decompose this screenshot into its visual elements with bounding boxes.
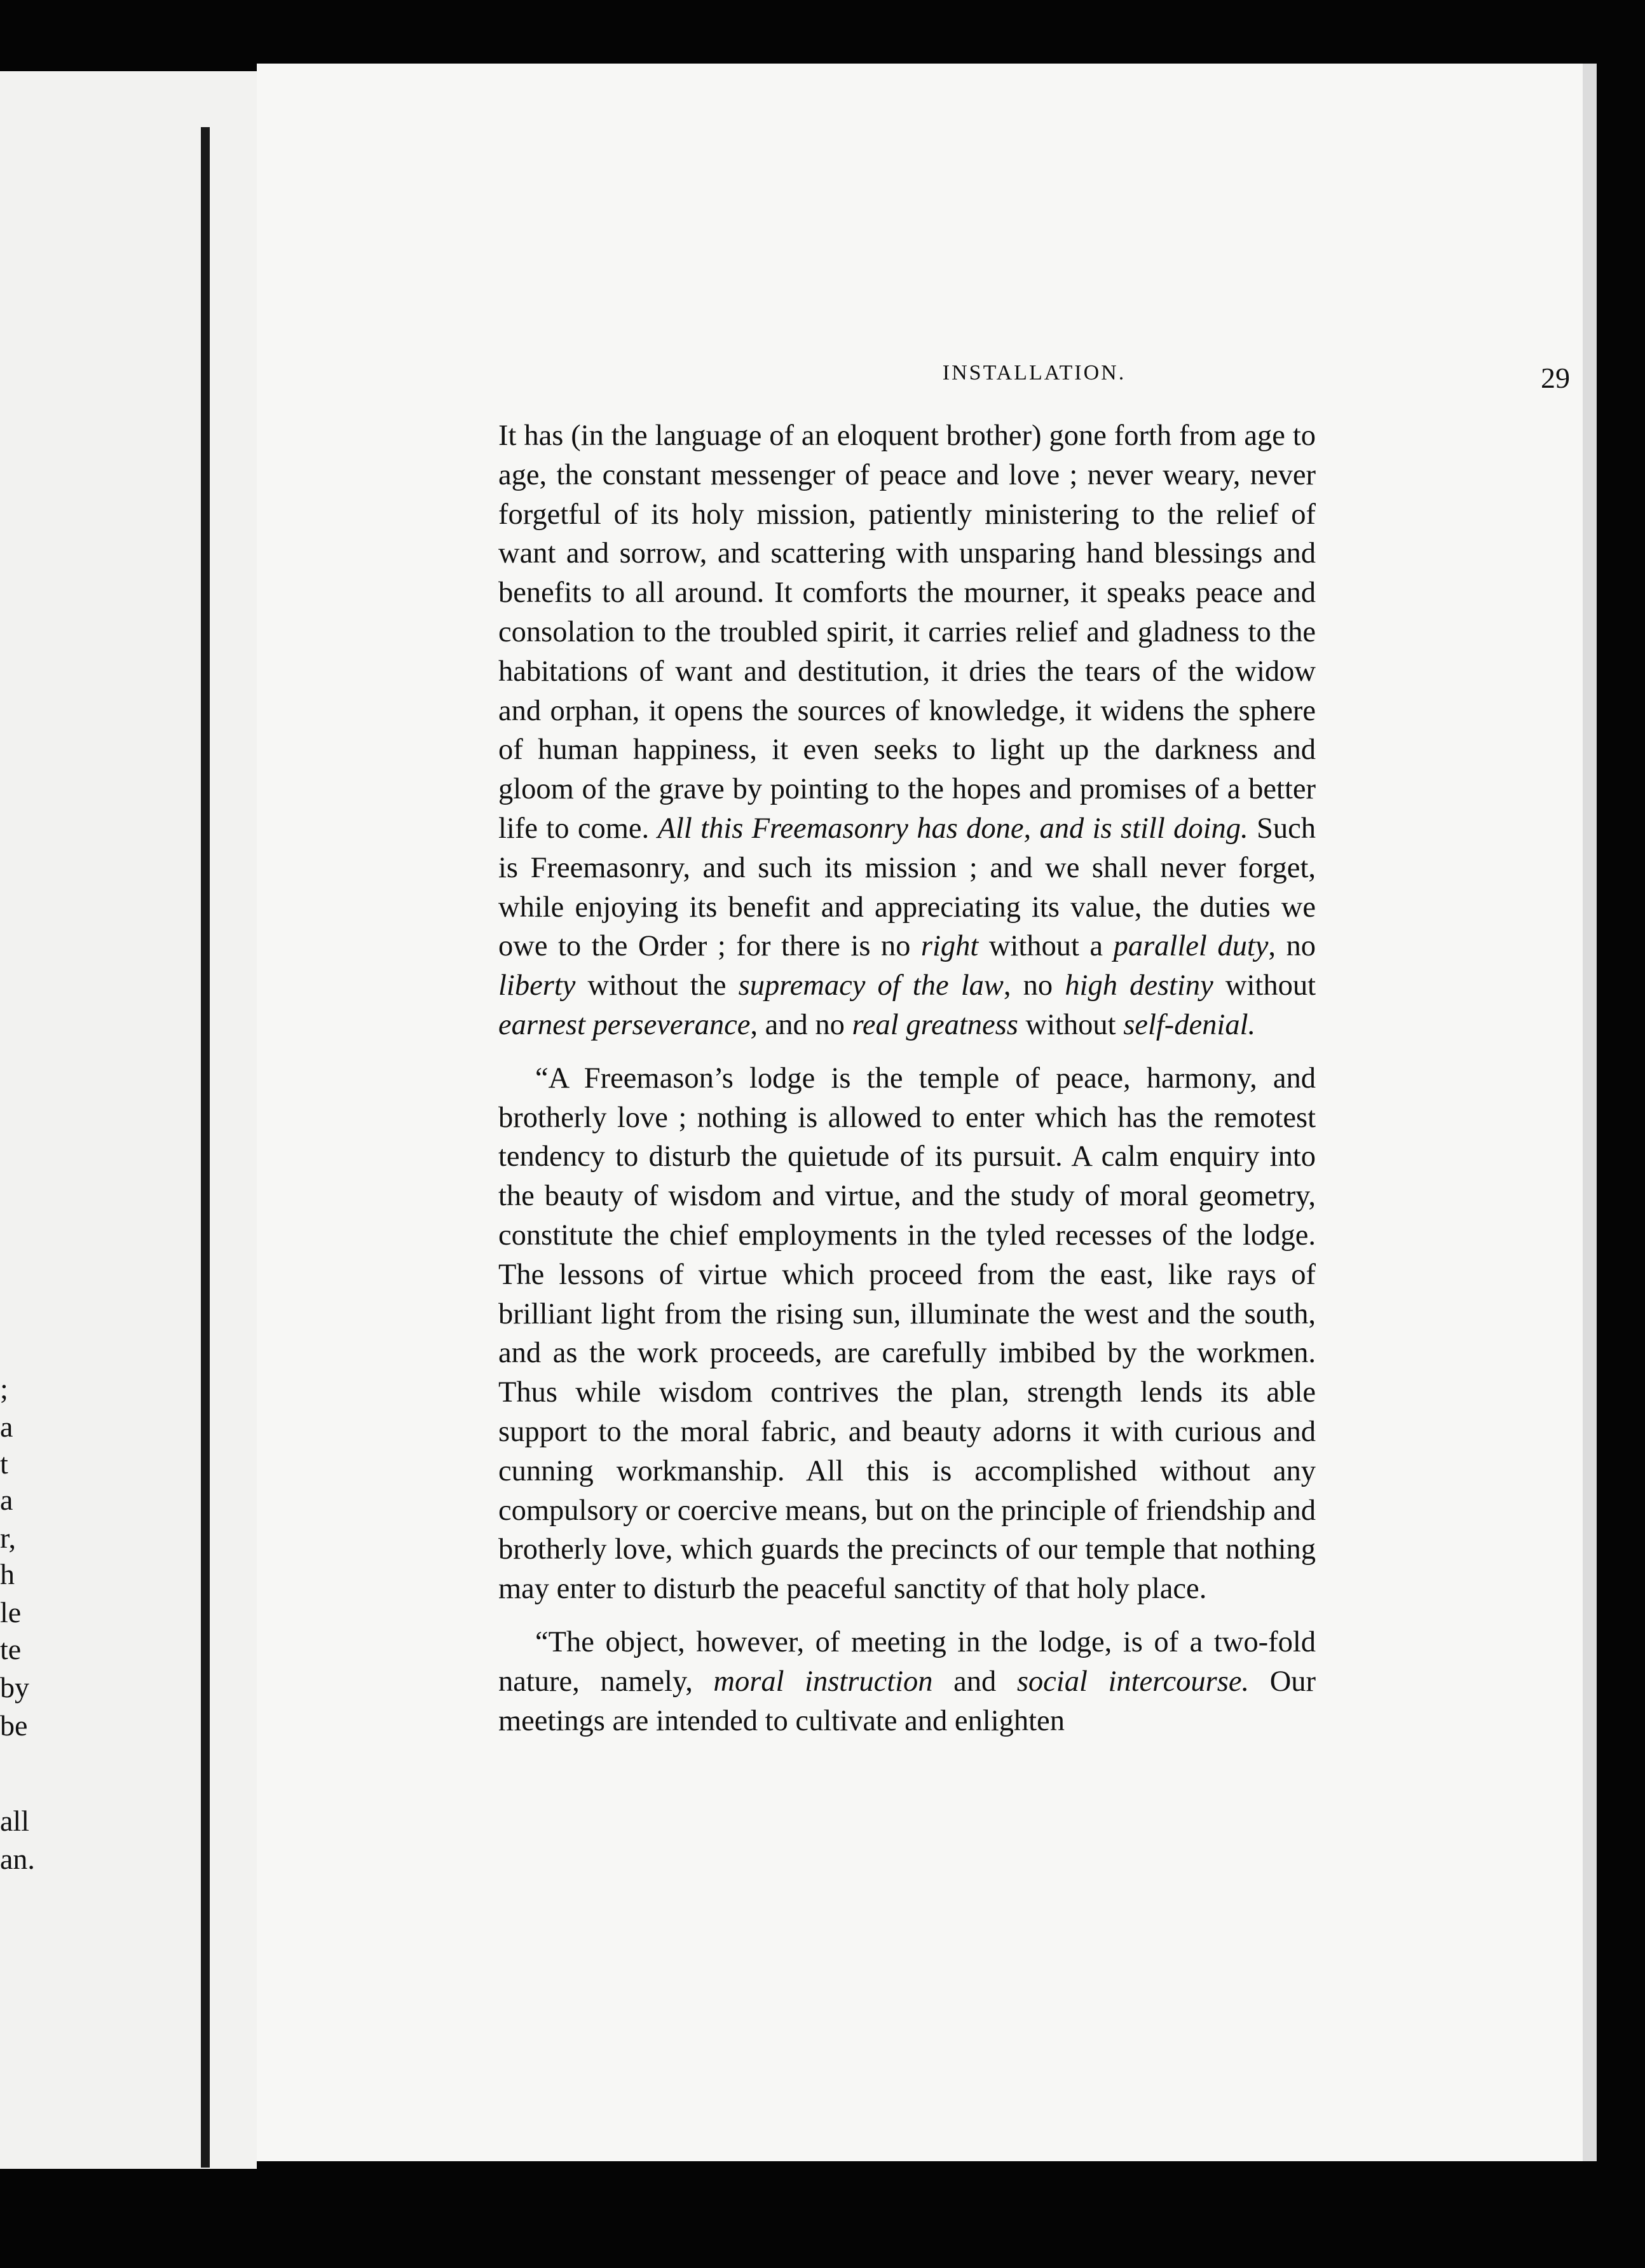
italic-text: moral instruction	[713, 1665, 933, 1698]
running-head: INSTALLATION.	[942, 361, 1126, 385]
text-run: “The object, however, of meeting in the lodge, is of a two-fold nature, namely,	[498, 1625, 1316, 1698]
left-page-fragment: le	[0, 1596, 22, 1629]
italic-text: self-denial.	[1123, 1008, 1256, 1041]
page-edge	[1583, 64, 1597, 2161]
left-page-fragment: an.	[0, 1843, 35, 1875]
italic-text: parallel duty	[1113, 930, 1269, 963]
left-page-fragment: r,	[0, 1522, 16, 1554]
left-page-fragment: be	[0, 1709, 28, 1742]
italic-text: supremacy of the law	[738, 969, 1004, 1002]
left-page-fragment: t	[0, 1447, 8, 1480]
left-page-fragment: h	[0, 1558, 15, 1590]
text-run: and	[932, 1665, 1017, 1698]
body-text	[498, 416, 1316, 1754]
text-run: , and no	[750, 1008, 852, 1041]
text-run: “A Freemason’s lodge is the temple of peace, harmony, and brotherly love ; nothing is allowed to enter which has the remotest tendency to disturb the quietude of its pursuit. A calm enquiry into the beauty of wisdom and virtue, and the study of moral geometry, constitute the chief employments in the tyled recesses of the lodge. The lessons of virtue which proceed from the east, like rays of brilliant light from the rising sun, illuminate the west and the south, and as the work proceeds, are carefully imbibed by the workmen. Thus while wisdom contrives the plan, strength lends its able support to the moral fabric, and beauty adorns it with curious and cunning workmanship. All this is accomplished without any compulsory or coercive means, but on the principle of friendship and brotherly love, which guards the precincts of our temple that nothing may enter to disturb the peaceful sanctity of that holy place.	[498, 1062, 1316, 1606]
left-page-fragment: a	[0, 1411, 13, 1443]
page-number: 29	[1541, 362, 1570, 394]
italic-text: real greatness	[852, 1008, 1018, 1041]
italic-text: liberty	[498, 969, 576, 1002]
text-run: without	[1213, 969, 1316, 1002]
italic-text: high destiny	[1065, 969, 1213, 1002]
text-run: without	[1018, 1008, 1124, 1041]
text-run: , no	[1268, 930, 1316, 963]
paragraph	[498, 416, 1316, 1045]
left-page-edge-text	[0, 1374, 257, 2010]
left-page-fragment: all	[0, 1805, 29, 1837]
text-run: Such is Freemasonry, and such its mission ; and we shall never forget, while enjoying its benefit and appreciating its value, the duties we owe to the Order ; for there is no	[498, 812, 1316, 963]
left-page-fragment: by	[0, 1671, 29, 1704]
italic-text: All this Freemasonry has done, and is still doing.	[657, 812, 1248, 845]
left-page-fragment: ;	[0, 1372, 8, 1405]
book-gutter	[201, 127, 210, 2168]
left-page	[0, 71, 257, 2169]
text-run: It has (in the language of an eloquent brother) gone forth from age to age, the constant messenger of peace and love ; never weary, never forgetful of its holy mission, patiently ministering to the relief of want and sorrow, and scattering with unsparing hand blessings and benefits to all around. It comforts the mourner, it speaks peace and consolation to the troubled spirit, it carries relief and gladness to the habitations of want and destitution, it dries the tears of the widow and orphan, it opens the sources of knowledge, it widens the sphere of human happiness, it even seeks to light up the darkness and gloom of the grave by pointing to the hopes and promises of a better life to come.	[498, 420, 1316, 845]
text-run: without a	[978, 930, 1114, 963]
paragraph	[498, 1623, 1316, 1740]
page-header	[498, 361, 1570, 399]
paragraph	[498, 1059, 1316, 1609]
text-run: Our meetings are intended to cultivate and enlighten	[498, 1665, 1316, 1737]
italic-text: earnest perseverance	[498, 1008, 751, 1041]
italic-text: social intercourse.	[1016, 1665, 1250, 1698]
text-run: without the	[575, 969, 739, 1002]
right-page	[257, 64, 1592, 2161]
text-run: , no	[1003, 969, 1065, 1002]
left-page-fragment: te	[0, 1633, 22, 1665]
left-page-fragment: a	[0, 1484, 13, 1516]
italic-text: right	[920, 930, 979, 963]
